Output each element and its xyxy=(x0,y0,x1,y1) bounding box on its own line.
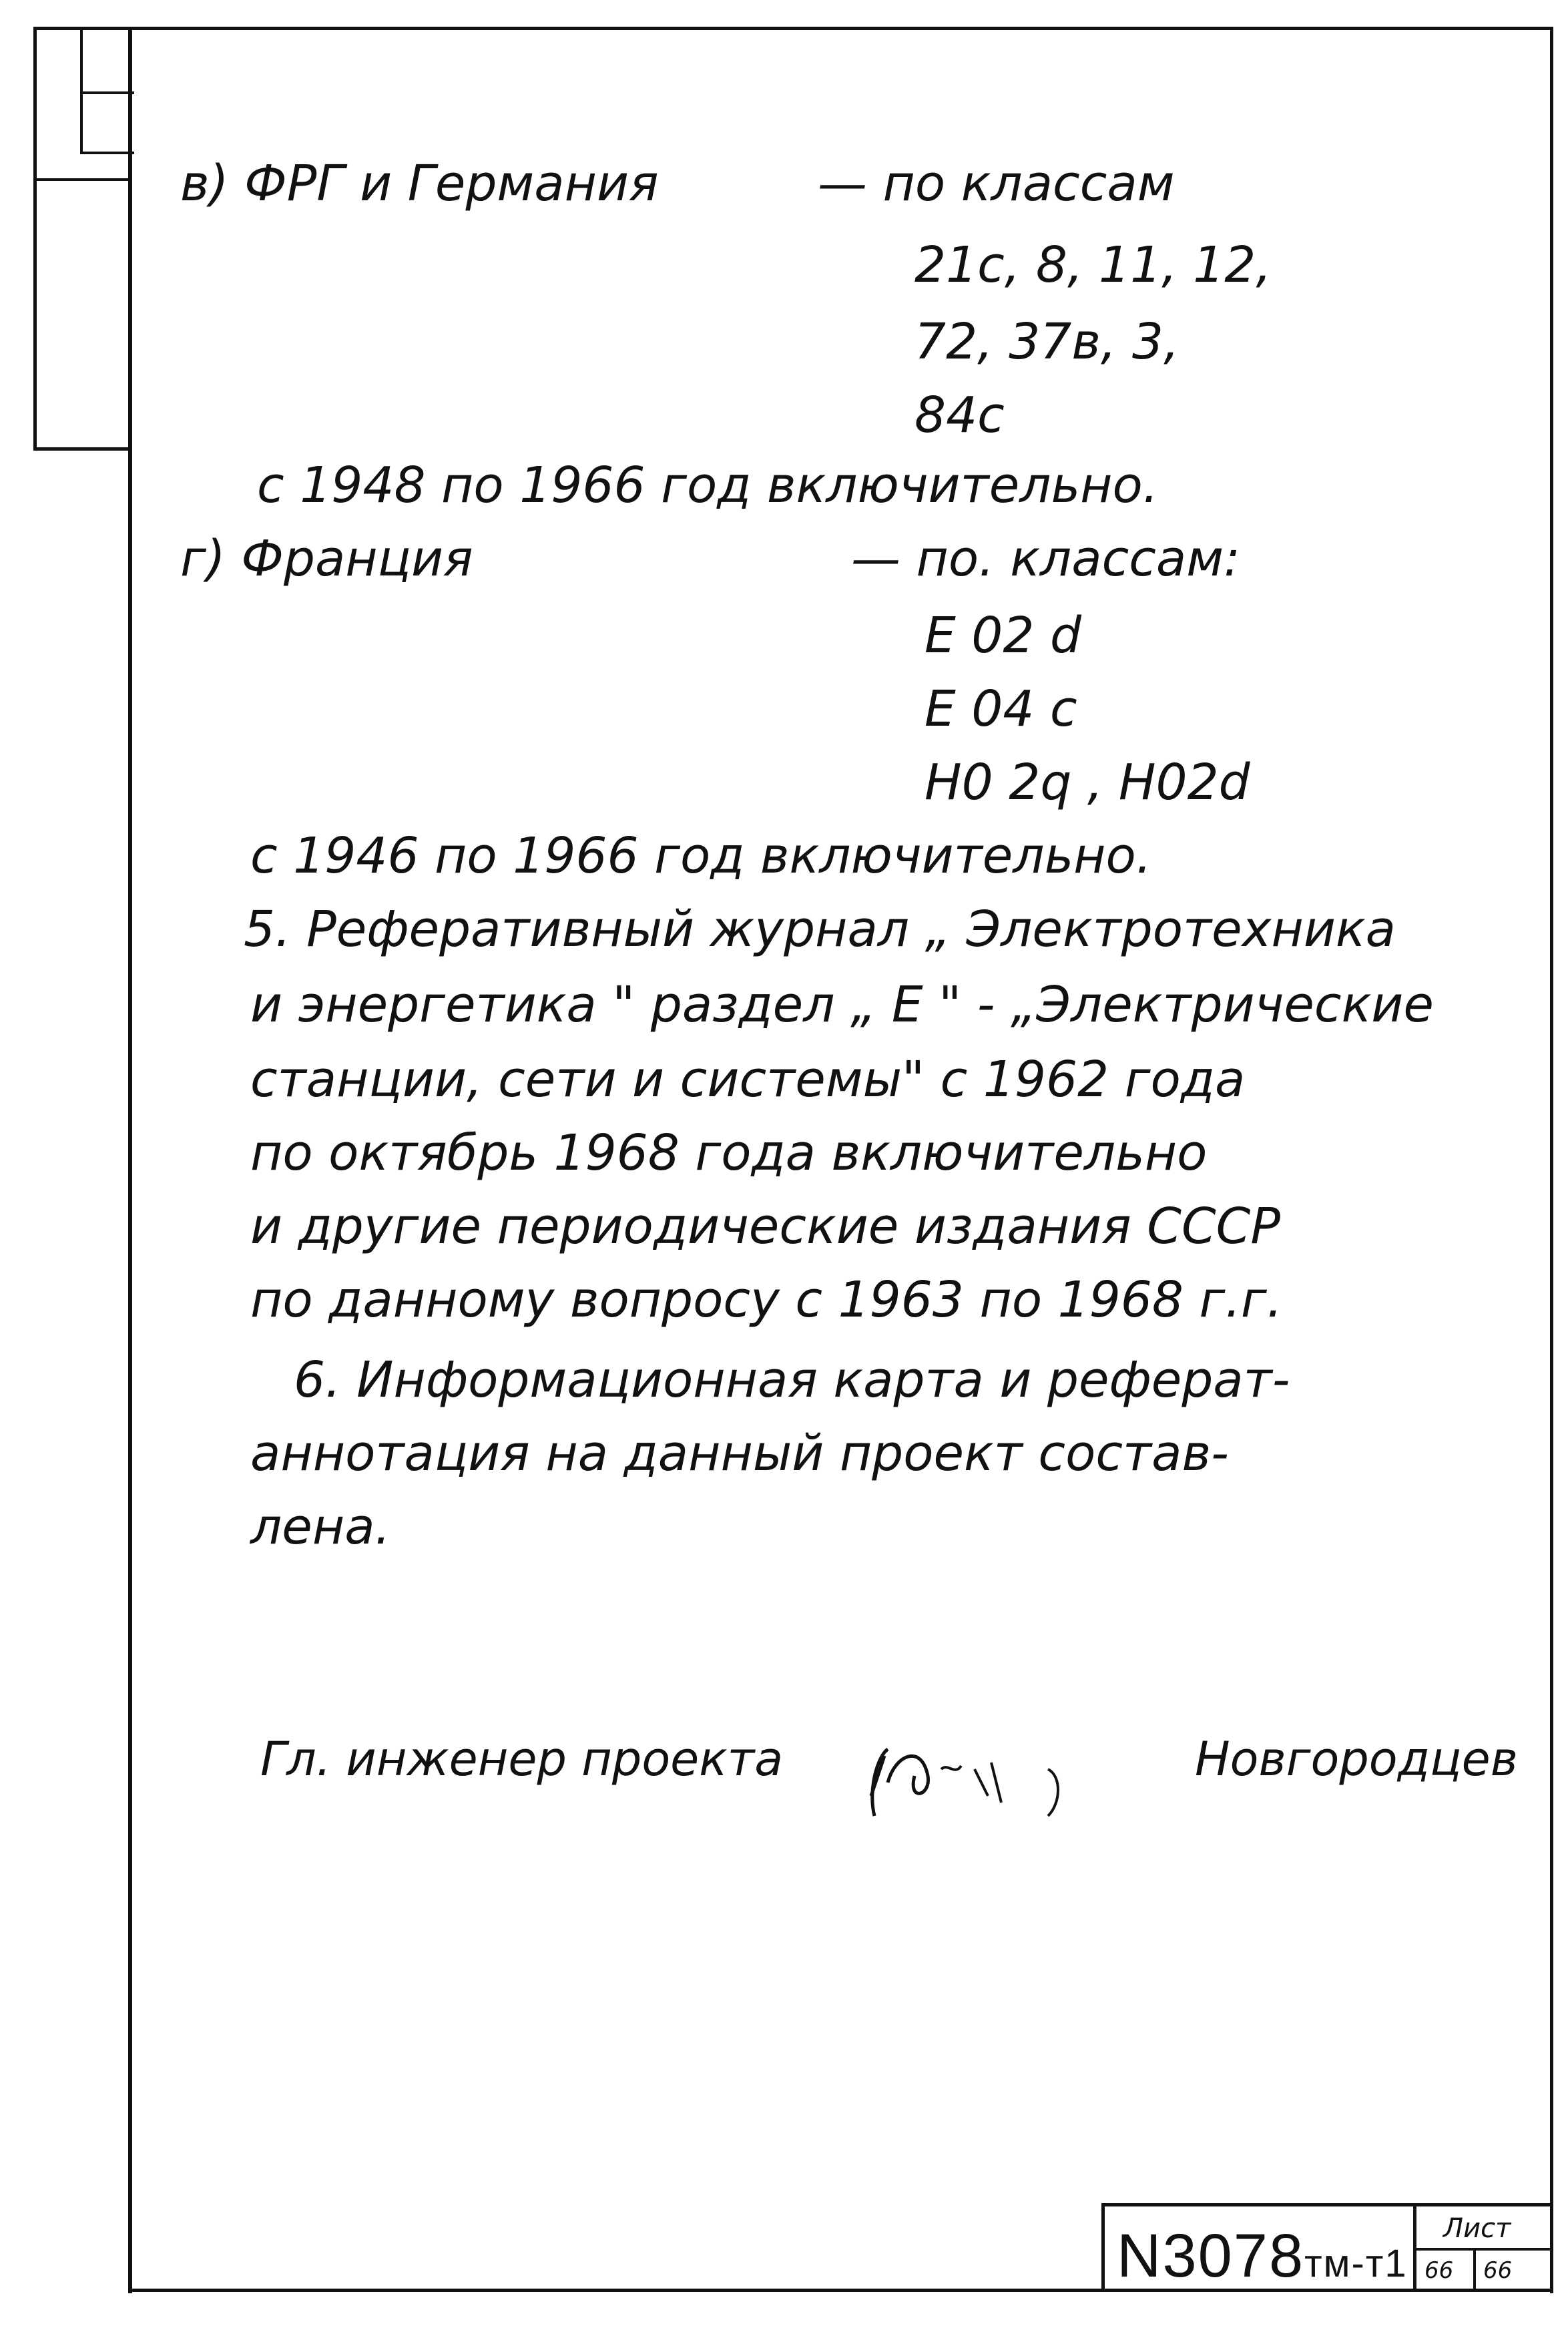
binding-cell-2 xyxy=(80,91,134,154)
title-block-stamp xyxy=(1101,2203,1550,2289)
frame-top-border xyxy=(128,27,1553,30)
text-line-8: Е 04 с xyxy=(925,680,1077,738)
sheet-cell-divider xyxy=(1473,2251,1476,2292)
text-line-5: с 1948 по 1966 год включительно. xyxy=(257,457,1159,514)
frame-left-border xyxy=(128,27,132,2293)
document-code xyxy=(1117,2221,1408,2291)
signature-role: Гл. инженер проекта xyxy=(260,1732,784,1787)
document-code-suffix: тм-т1 xyxy=(1304,2242,1408,2285)
document-code-number: N3078 xyxy=(1117,2222,1305,2290)
text-line-9: Н0 2q , Н02d xyxy=(925,754,1250,811)
signer-name: Новгородцев xyxy=(1195,1732,1518,1787)
text-line-1b: — по классам xyxy=(818,155,1175,212)
binding-cell-1 xyxy=(80,30,134,94)
binding-cell-3 xyxy=(37,152,132,181)
text-line-6b: — по. классам: xyxy=(851,530,1241,588)
frame-right-border xyxy=(1550,27,1553,2293)
binding-strip xyxy=(33,27,128,451)
text-line-19: лена. xyxy=(250,1498,391,1556)
text-line-3: 72, 37в, 3, xyxy=(914,313,1180,371)
sheet-label: Лист xyxy=(1443,2213,1511,2244)
text-line-2: 21с, 8, 11, 12, xyxy=(914,236,1272,294)
text-line-4: 84с xyxy=(914,387,1005,444)
text-line-15: и другие периодические издания СССР xyxy=(250,1198,1280,1255)
text-line-18: аннотация на данный проект состав- xyxy=(250,1425,1229,1482)
text-line-14: по октябрь 1968 года включительно xyxy=(250,1124,1208,1182)
text-line-10: с 1946 по 1966 год включительно. xyxy=(250,827,1152,885)
text-line-6a: г) Франция xyxy=(180,530,473,588)
text-line-7: Е 02 d xyxy=(925,607,1081,664)
text-line-13: станции, сети и системы" с 1962 года xyxy=(250,1051,1246,1108)
sheet-box xyxy=(1413,2206,1553,2292)
text-line-16: по данному вопросу с 1963 по 1968 г.г. xyxy=(250,1271,1283,1329)
handwritten-signature-icon xyxy=(848,1729,1128,1823)
sheet-box-divider xyxy=(1416,2248,1553,2251)
text-line-1a: в) ФРГ и Германия xyxy=(180,155,659,212)
sheet-number: 66 xyxy=(1424,2257,1454,2284)
text-line-11: 5. Реферативный журнал „ Электротехника xyxy=(244,901,1396,958)
text-line-12: и энергетика " раздел „ Е " - „Электрические xyxy=(250,976,1434,1033)
text-line-17: 6. Информационная карта и реферат- xyxy=(294,1351,1290,1409)
sheet-number-2: 66 xyxy=(1483,2257,1513,2284)
